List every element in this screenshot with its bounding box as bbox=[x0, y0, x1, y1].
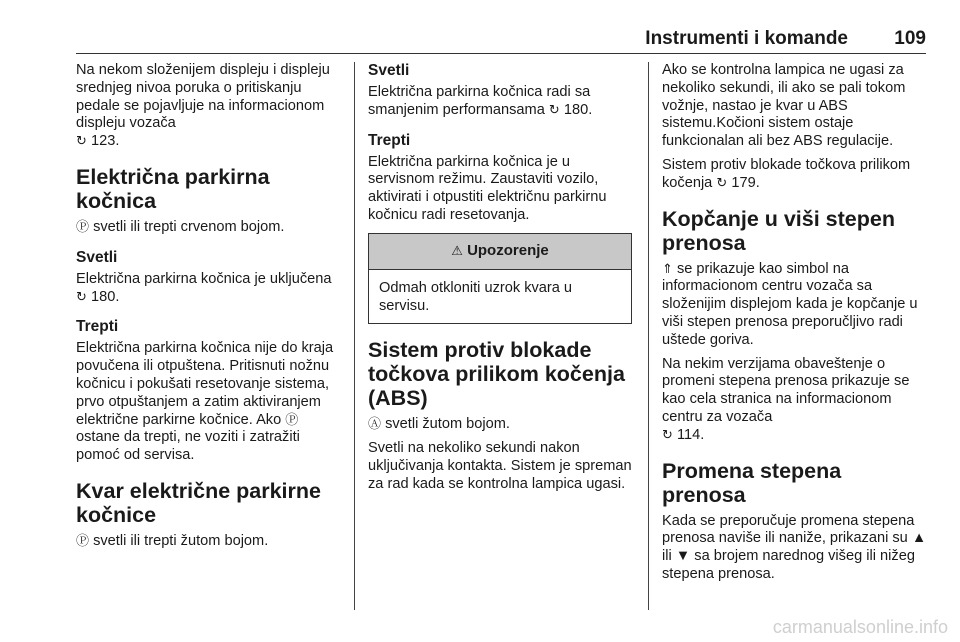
upshift-paragraph: ⇑ se prikazuje kao simbol na informacionom centru vozača sa složenijim displejom kada je kopčanje u viši stepen prenosa preporučljivo radi uštede goriva. bbox=[662, 260, 918, 348]
page-number: 109 bbox=[894, 28, 926, 49]
subheading-trepti: Trepti bbox=[368, 131, 411, 149]
epb-paragraph: Ⓟ svetli ili trepti crvenom bojom. bbox=[76, 218, 285, 235]
trepti-paragraph: Električna parkirna kočnica je u servisnom režimu. Zaustaviti vozilo, aktivirati i otpustiti električnu parkirnu kočnicu radi resetovanja. bbox=[368, 153, 607, 223]
header-title: Instrumenti i komande bbox=[645, 28, 848, 49]
section-title-upshift: Kopčanje u viši stepen prenosa bbox=[662, 206, 895, 255]
column-2 bbox=[368, 62, 634, 500]
column-3 bbox=[662, 62, 928, 590]
subheading-svetli: Svetli bbox=[368, 62, 410, 79]
abs-paragraph-2: Svetli na nekoliko sekundi nakon uključivanja kontakta. Sistem je spreman za rad kada se kontrolna lampica ugasi. bbox=[368, 440, 632, 492]
watermark: carmanualsonline.info bbox=[772, 617, 948, 637]
header-divider bbox=[76, 53, 926, 54]
svetli-paragraph: Električna parkirna kočnica radi sa smanjenim performansama ↻ 180. bbox=[368, 84, 593, 118]
svetli-paragraph: Električna parkirna kočnica je uključena ↻ 180. bbox=[76, 270, 332, 305]
page-header bbox=[76, 28, 926, 56]
warning-box bbox=[368, 233, 632, 325]
upshift-paragraph-2: Na nekim verzijama obaveštenje o promeni stepena prenosa prikazuje se kao cela stranica na informacionom centru za vozača ↻ 114. bbox=[662, 355, 910, 443]
subheading-trepti: Trepti bbox=[76, 318, 119, 336]
gear-change-paragraph: Kada se preporučuje promena stepena prenosa naviše ili naniže, prikazani su ▲ ili ▼ sa brojem narednog višeg ili nižeg stepena prenosa. bbox=[662, 512, 927, 582]
column-divider-2 bbox=[648, 62, 649, 610]
warning-header: ⚠ Upozorenje bbox=[369, 234, 631, 270]
column-divider-1 bbox=[354, 62, 355, 610]
parking-brake-icon: Ⓟ bbox=[76, 219, 90, 235]
abs-continued-paragraph: Ako se kontrolna lampica ne ugasi za nekoliko sekundi, ili ako se pali tokom vožnje, nastao je kvar u ABS sistemu.Kočioni sistem ostaje funkcionalan ali bez ABS regulacije. bbox=[662, 62, 906, 150]
reference-arrow-icon: ↻ bbox=[76, 134, 87, 150]
section-title-abs: Sistem protiv blokade točkova prilikom kočenja (ABS) bbox=[368, 338, 625, 411]
abs-icon: Ⓐ bbox=[368, 417, 382, 433]
parking-brake-icon: Ⓟ bbox=[285, 412, 299, 428]
intro-paragraph: Na nekom složenijem displeju i displeju srednjeg nivoa poruka o pritiskanju pedale se pojavljuje na informacionom displeju vozača ↻ 123. bbox=[76, 62, 330, 150]
fault-paragraph: Ⓟ svetli ili trepti žutom bojom. bbox=[76, 532, 269, 549]
abs-reference-paragraph: Sistem protiv blokade točkova prilikom kočenja ↻ 179. bbox=[662, 156, 911, 191]
subheading-svetli: Svetli bbox=[76, 248, 118, 266]
warning-triangle-icon: ⚠ bbox=[451, 243, 463, 259]
section-title-epb: Električna parkirna kočnica bbox=[76, 164, 270, 213]
warning-body: Odmah otkloniti uzrok kvara u servisu. bbox=[379, 279, 573, 314]
section-title-epb-fault: Kvar električne parkirne kočnice bbox=[76, 478, 321, 527]
upshift-icon: ⇑ bbox=[662, 261, 673, 277]
reference-arrow-icon: ↻ bbox=[76, 289, 87, 305]
reference-arrow-icon: ↻ bbox=[716, 175, 728, 191]
reference-arrow-icon: ↻ bbox=[662, 427, 673, 443]
section-title-gear-change: Promena stepena prenosa bbox=[662, 458, 842, 507]
parking-brake-fault-icon: Ⓟ bbox=[76, 533, 90, 549]
column-1 bbox=[76, 62, 344, 557]
trepti-paragraph: Električna parkirna kočnica nije do kraja povučena ili otpuštena. Pritisnuti nožnu kočnicu i pokušati resetovanje sistema, prvo otpuštanjem a zatim aktiviranjem električne parkirne kočnice. Ako Ⓟ ostane da trepti, ne voziti i zatražiti pomoć od servisa. bbox=[76, 340, 334, 464]
reference-arrow-icon: ↻ bbox=[548, 102, 560, 118]
abs-paragraph-1: Ⓐ svetli žutom bojom. bbox=[368, 416, 510, 433]
